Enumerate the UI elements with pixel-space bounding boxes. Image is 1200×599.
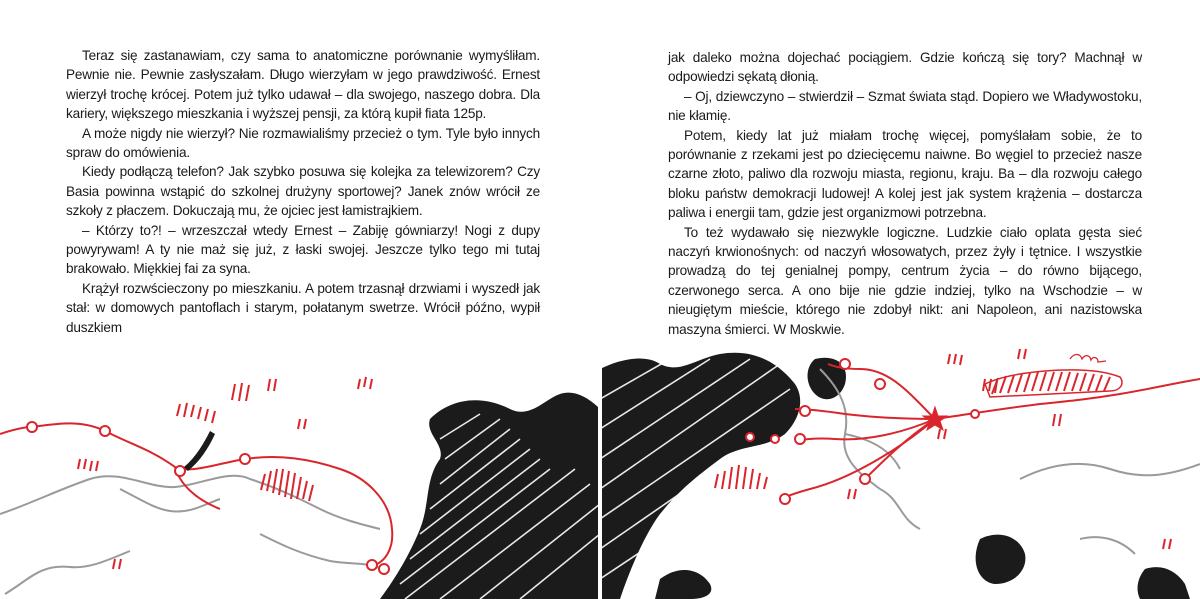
station-circle-icon [771,435,779,443]
paragraph: Potem, kiedy lat już miałam trochę więcej, pomyślałam sobie, że to porównanie z rzekami jest po dziecięcemu naiwne. Bo węgiel to przecież nasze czarne złoto, paliwo dla rozwoju miasta, regionu, kraju. Ba – dla rozwoju całego bloku państw demokracji ludowej! A kolej jest jak system krążenia – dostarcza paliwa i energii tam, gdzie jest organizmowi potrzebna. [668,127,1142,221]
red-hatching [78,377,372,569]
station-circle-icon [860,474,870,484]
station-circle-icon [379,564,389,574]
paragraph: A może nigdy nie wierzył? Nie rozmawialiśmy przecież o tym. Tyle było innych spraw do omówienia. [66,125,540,161]
station-circle-icon [746,433,754,441]
station-circle-icon [800,406,810,416]
right-text-column [668,48,1142,339]
right-map-illustration [600,339,1200,599]
paragraph: Krążył rozwścieczony po mieszkaniu. A potem trzasnął drzwiami i wyszedł jak stał: w domowych pantoflach i starym, połatanym swetrze. Wrócił późno, wypił duszkiem [66,280,540,335]
station-circle-icon [795,434,805,444]
right-page [600,0,1200,599]
station-circle-icon [367,560,377,570]
station-circle-icon [971,410,979,418]
station-circle-icon [840,359,850,369]
rail-line [0,423,392,565]
black-landmass [600,353,1190,599]
lake-shape [184,431,215,471]
station-circle-icon [175,466,185,476]
station-circle-icon [100,426,110,436]
paragraph: jak daleko można dojechać pociągiem. Gdzie kończą się tory? Machnął w odpowiedzi sękatą dłonią. [668,50,1142,85]
paragraph: Teraz się zastanawiam, czy sama to anatomiczne porównanie wymyśliłam. Pewnie nie. Pewnie zasłyszałam. Długo wierzyłam w jego prawdziwość. Ernest wierzył trochę krócej. Potem już tylko udawał – dla swojego, naszego dobra. Dla kariery, większego mieszkania i wyższej pensji, za którą kupił fiata 125p. [66,48,540,122]
station-circle-icon [780,494,790,504]
station-circle-icon [875,379,885,389]
paragraph: – Którzy to?! – wrzeszczał wtedy Ernest – Zabiję gówniarzy! Nogi z dupy powyrywam! A ty nie maż się już, z łaski swojej. Jeszcze tylko tego mi tutaj brakowało. Miękkiej fai za syna. [66,222,540,277]
book-gutter [598,0,602,599]
paragraph: To też wydawało się niezwykle logiczne. Ludzkie ciało oplata gęsta sieć naczyń krwionośnych: od naczyń włosowatych, przez żyły i tętnice. I wszystkie prowadzą do tej genialnej pompy, centrum życia – do równo bijącego, czerwonego serca. A ono bije nie gdzie indziej, tylko na Wschodzie – w nieugiętym mieście, którego nie zdobył nikt: ani Napoleon, ani nazistowska maszyna śmierci. W Moskwie. [668,224,1142,337]
station-circle-icon [240,454,250,464]
paragraph: Kiedy podłączą telefon? Jak szybko posuwa się kolejka za telewizorem? Czy Basia powinna wstąpić do szkolnej drużyny sportowej? Janek znów wrócił ze szkoły z płaczem. Dokuczają mu, że ojciec jest łamistrajkiem. [66,164,540,219]
left-text-column [66,46,540,337]
paragraph: – Oj, dziewczyno – stwierdził – Szmat świata stąd. Dopiero we Władywostoku, nie kłamię. [668,88,1142,124]
station-circle-icon [27,422,37,432]
train-sketch-icon [985,355,1122,398]
black-landmass [380,393,600,599]
left-map-illustration [0,339,600,599]
